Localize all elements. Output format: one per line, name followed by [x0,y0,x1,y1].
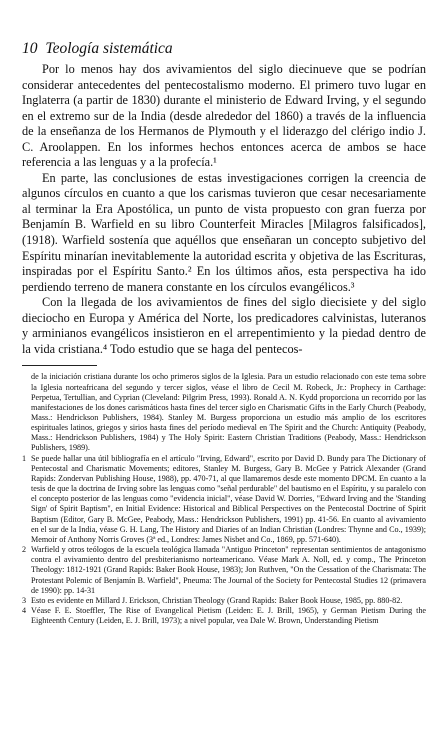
footnote [22,545,426,596]
page-number: 10 [22,40,38,57]
footnote-text: Véase F. E. Stoeffler, The Rise of Evangelical Pietism (Leiden: E. J. Brill, 1965), y German Pietism During the Eighteenth Century (Leiden, E. J. Brill, 1973); a nivel popular, vea Dale W. Brown, Understanding Pietism [31,605,426,626]
paragraph-3: Con la llegada de los avivamientos de fines del siglo diecisiete y del siglo dieciocho en Europa y América del Norte, los predicadores calvinistas, luteranos y arminianos evangélicos insistieron en el arrepentimiento y la piedad dentro de la vida cristiana.⁴ Todo estudio que se haga del pentecos- [22,295,426,356]
running-header [22,40,426,58]
footnote-marker: 1 [22,453,27,463]
footnote-marker: 3 [22,595,27,605]
footnote-text: Se puede hallar una útil bibliografía en el artículo "Irving, Edward", escrito por David D. Bundy para The Dictionary of Pentecostal and Charismatic Movements; editores, Stanley M. Burgess, Gary B. McGee y Patrick Alexander (Grand Rapids: Zondervan Publishing House, 1988), pp. 470-71, al que llamaremos desde este momento DPCM. En cuanto a la tesis de que la doctrina de Irving sobre las lenguas como "señal perdurable" del bautismo en el Espíritu, y su paralelo con el concepto posterior de las lenguas como "evidencia inicial", véase David W. Dorries, "Edward Irving and the 'Standing Sign' of Spirit Baptism", en Initial Evidence: Historical and Biblical Perspectives on the Pentecostal Doctrine of Spirit Baptism (Editor, Gary B. McGee, Peabody, Mass.: Hendrickson Publishers, 1991) pp. 41-56. En cuanto al avivamiento en el sur de la India, véase G. H. Lang, The History and Diaries of an Indian Christian (Londres: Thynne and Co., 1939); Memoir of Anthony Norris Groves (3ª ed., Londres: James Nisbet and Co., 1869, pp. 571-640). [31,453,426,544]
footnote-continuation: de la iniciación cristiana durante los ocho primeros siglos de la Iglesia. Para un estudio relacionado con este tema sobre la Iglesia norteafricana del segundo y tercer siglos, véase el libro de Cecil M. Robeck, Jr.: Prophecy in Carthage: Perpetua, Tertullian, and Cyprian (Cleveland: Pilgrim Press, 1993). Ronald A. N. Kydd proporciona un recorrido por las manifestaciones de los dones carismáticos hasta fines del tercer siglo en Charismatic Gifts in the Early Church (Peabody, Mass.: Hendrickson Publishers, 1984). Stanley M. Burgess proporciona un estudio más amplio de los escritores espirituales latinos, griegos y sirios hasta fines del período medieval en The Spirit and the Church: Antiquity (Peabody, Mass.: Hendrickson Publishers, 1984) y The Holy Spirit: Eastern Christian Traditions (Peabody, Mass.: Hendrickson Publishers, 1989). [31,372,426,453]
paragraph-1: Por lo menos hay dos avivamientos del siglo diecinueve que se podrían considerar antecedentes del pentecostalismo moderno. El primero tuvo lugar en Inglaterra (a partir de 1830) durante el ministerio de Edward Irving, y el segundo en el extremo sur de la India (desde alrededor del 1860) a través de la influencia de la enseñanza de los Hermanos de Plymouth y el liderazgo del clérigo indio J. C. Aroolappen. En los informes hechos entonces acerca de ambos se hace referencia a las lenguas y a la profecía.¹ [22,62,426,170]
footnote-text: Esto es evidente en Millard J. Erickson, Christian Theology (Grand Rapids: Baker Book House, 1985, pp. 880-82. [31,595,403,605]
paragraph-2: En parte, las conclusiones de estas investigaciones corrigen la creencia de algunos círculos en cuanto a que los carismas tuvieron que cesar necesariamente al terminar la Era Apostólica, un punto de vista propuesto con gran fuerza por Benjamín B. Warfield en su libro Counterfeit Miracles [Milagros falsificados], (1918). Warfield sostenía que aquéllos que enseñaran un concepto subjetivo del Espíritu minarían inevitablemente la autoridad escrita y objetiva de las Escrituras, inspiradas por el Espíritu Santo.² En los últimos años, esta perspectiva ha ido perdiendo terreno de manera constante en los círculos evangélicos.³ [22,170,426,294]
page [22,40,426,626]
footnote-text: Warfield y otros teólogos de la escuela teológica llamada "Antiguo Princeton" representan sentimientos de antagonismo contra el avivamiento dentro del presbiterianismo norteamericano. Véase Mark A. Noll, ed. y comp., The Princeton Theology: 1812-1921 (Grand Rapids: Baker Book House, 1983); Jon Ruthven, "On the Cessation of the Charismata: The Protestant Polemic of Benjamín B. Warfield", Pneuma: The Journal of the Society for Pentecostal Studies 12 (primavera de 1990): pp. 14-31 [31,545,426,595]
main-text [22,62,426,357]
footnote [22,454,426,545]
running-title: Teología sistemática [45,40,173,57]
footnote [22,596,426,606]
footnote [22,606,426,626]
footnote-marker: 4 [22,605,27,615]
footnotes [22,372,426,626]
footnote-marker: 2 [22,545,27,555]
footnote-divider [22,365,97,366]
